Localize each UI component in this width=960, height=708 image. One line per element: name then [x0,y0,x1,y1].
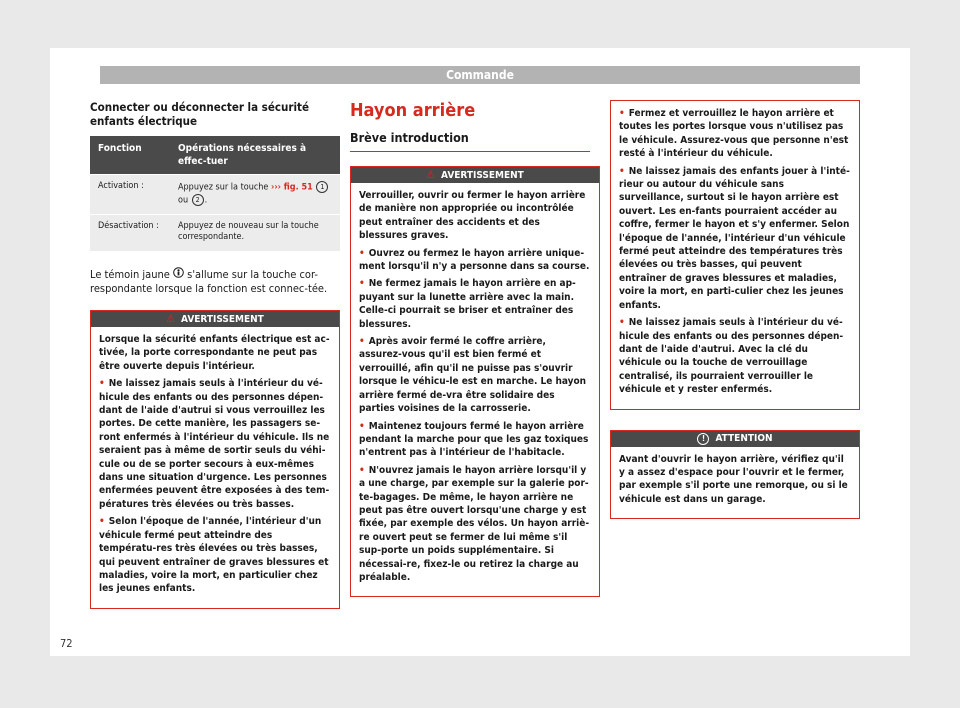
body-paragraph [90,267,340,296]
table-cell: Appuyez de nouveau sur la touche correspondante. [170,215,340,252]
child-lock-icon [173,267,184,282]
attention-box [610,430,860,520]
paragraph-text: Le témoin jaune [90,268,170,281]
table-header: Opérations nécessaires à effec-tuer [170,136,340,175]
table-row [90,215,340,252]
column-3 [610,100,860,519]
page-number: 72 [60,637,73,650]
section-subtitle: Brève introduction [350,130,590,152]
page-title: Hayon arrière [350,100,476,121]
operations-table [90,136,340,251]
warning-header [351,167,599,183]
column-2 [350,100,600,597]
warning-triangle-icon: ⚠ [426,168,436,181]
callout-number: 1 [316,181,328,193]
attention-title: ATTENTION [715,432,773,444]
warning-continuation-box [610,100,860,410]
warning-title: AVERTISSEMENT [441,170,524,181]
warning-bullet: • Maintenez toujours fermé le hayon arrière pendant la marche pour que les gaz toxiques n'entrent pas à l'intérieur de l'habitacle. [359,420,591,460]
attention-header [611,431,859,447]
callout-number: 2 [192,194,204,206]
warning-bullet: • Ne laissez jamais seuls à l'intérieur du vé-hicule des enfants ou des personnes dépen-dant de l'aide d'autrui. Avec la clé du véhicule ou la touche de verrouillage centralisé, ils pourraient verrouiller le véhicule et y rester enfermés. [619,316,851,396]
warning-body [351,183,599,596]
cell-text: Appuyez sur la touche [178,182,269,193]
table-cell [170,175,340,215]
warning-body [91,327,339,608]
warning-bullet: • Ne fermez jamais le hayon arrière en ap-puyant sur la lunette arrière avec la main. Celle-ci pourrait se briser et entraîner des blessures. [359,277,591,331]
warning-bullet: • Ne laissez jamais seuls à l'intérieur du vé-hicule des enfants ou des personnes dépen-dant de l'aide d'autrui si vous verrouillez les portes. De cette manière, les passagers se-ront enfermés à l'intérieur du véhicule. Ils ne seraient pas à même de sortir seuls du véhi-cule ou de se porter secours à eux-mêmes dans une situation d'urgence. Les personnes enfermées peuvent être exposées à des tem-pératures très élevées ou très basses. [99,377,331,511]
manual-page [50,48,910,656]
cell-text: . [204,195,208,205]
warning-bullet: • N'ouvrez jamais le hayon arrière lorsqu'il y a une charge, par exemple sur la galerie por-te-bagages. De même, le hayon arrière ne peut pas être ouvert lorsqu'une charge y est fixée, par exemple des vélos. Un hayon arriè-re ouvert peut se fermer de lui même s'il sup-porte un poids supplémentaire. Si nécessai-re, fixez-le ou retirez la charge au préalable. [359,464,591,585]
warning-box [350,166,600,597]
warning-intro: Verrouiller, ouvrir ou fermer le hayon arrière de manière non appropriée ou incontrôlée peut entraîner des accidents et des blessures graves. [359,190,586,242]
warning-bullet: • Fermez et verrouillez le hayon arrière et toutes les portes lorsque vous n'utilisez pas le véhicule. Assurez-vous que personne n'est resté à l'intérieur du véhicule. [619,107,851,161]
figure-reference-link[interactable]: ››› fig. 51 [270,182,313,193]
warning-title: AVERTISSEMENT [181,314,264,325]
warning-bullet: • Ouvrez ou fermez le hayon arrière unique-ment lorsqu'il n'y a personne dans sa course. [359,247,591,274]
warning-header [91,311,339,327]
table-cell: Activation : [90,175,170,215]
section-header: Commande [100,66,860,84]
warning-triangle-icon: ⚠ [166,312,176,325]
section-heading: Connecter ou déconnecter la sécurité enfants électrique [90,100,309,128]
warning-intro: Lorsque la sécurité enfants électrique est ac-tivée, la porte correspondante ne peut pas être ouverte depuis l'intérieur. [99,334,330,372]
table-header: Fonction [90,136,170,175]
warning-body [611,101,859,409]
table-cell: Désactivation : [90,215,170,252]
warning-bullet: • Après avoir fermé le coffre arrière, assurez-vous qu'il est bien fermé et verrouillé, afin qu'il ne puisse pas s'ouvrir lorsque le véhicu-le est en marche. Le hayon arrière fermé de-vra être solidaire des parties voisines de la carrosserie. [359,335,591,415]
warning-bullet: • Selon l'époque de l'année, l'intérieur d'un véhicule fermé peut atteindre des températu-res très élevées ou très basses, qui peuvent entraîner de graves blessures et maladies, voire la mort, en particulier chez les jeunes enfants. [99,515,331,595]
attention-text: Avant d'ouvrir le hayon arrière, vérifiez qu'il y a assez d'espace pour l'ouvrir et le fermer, par exemple s'il porte une remorque, ou si le véhicule est dans un garage. [619,453,848,505]
column-1 [90,100,340,609]
cell-text: ou [178,195,189,205]
paragraph-text: s'allume sur la touche cor-respondante lorsque la fonction est connec-tée. [90,268,328,295]
info-circle-icon: ! [697,433,709,445]
attention-body [611,447,859,519]
warning-box [90,310,340,609]
table-row [90,175,340,215]
warning-bullet: • Ne laissez jamais des enfants jouer à l'inté-rieur ou autour du véhicule sans surveillance, surtout si le hayon arrière est ouvert. Les en-fants pourraient accéder au coffre, fermer le hayon et s'y enfermer. Selon l'époque de l'année, l'intérieur d'un véhicule fermé peut atteindre des températures très élevées ou très basses, qui peuvent entraîner de graves blessures et maladies, voire la mort, en parti-culier chez les jeunes enfants. [619,165,851,312]
table-header-row [90,136,340,175]
